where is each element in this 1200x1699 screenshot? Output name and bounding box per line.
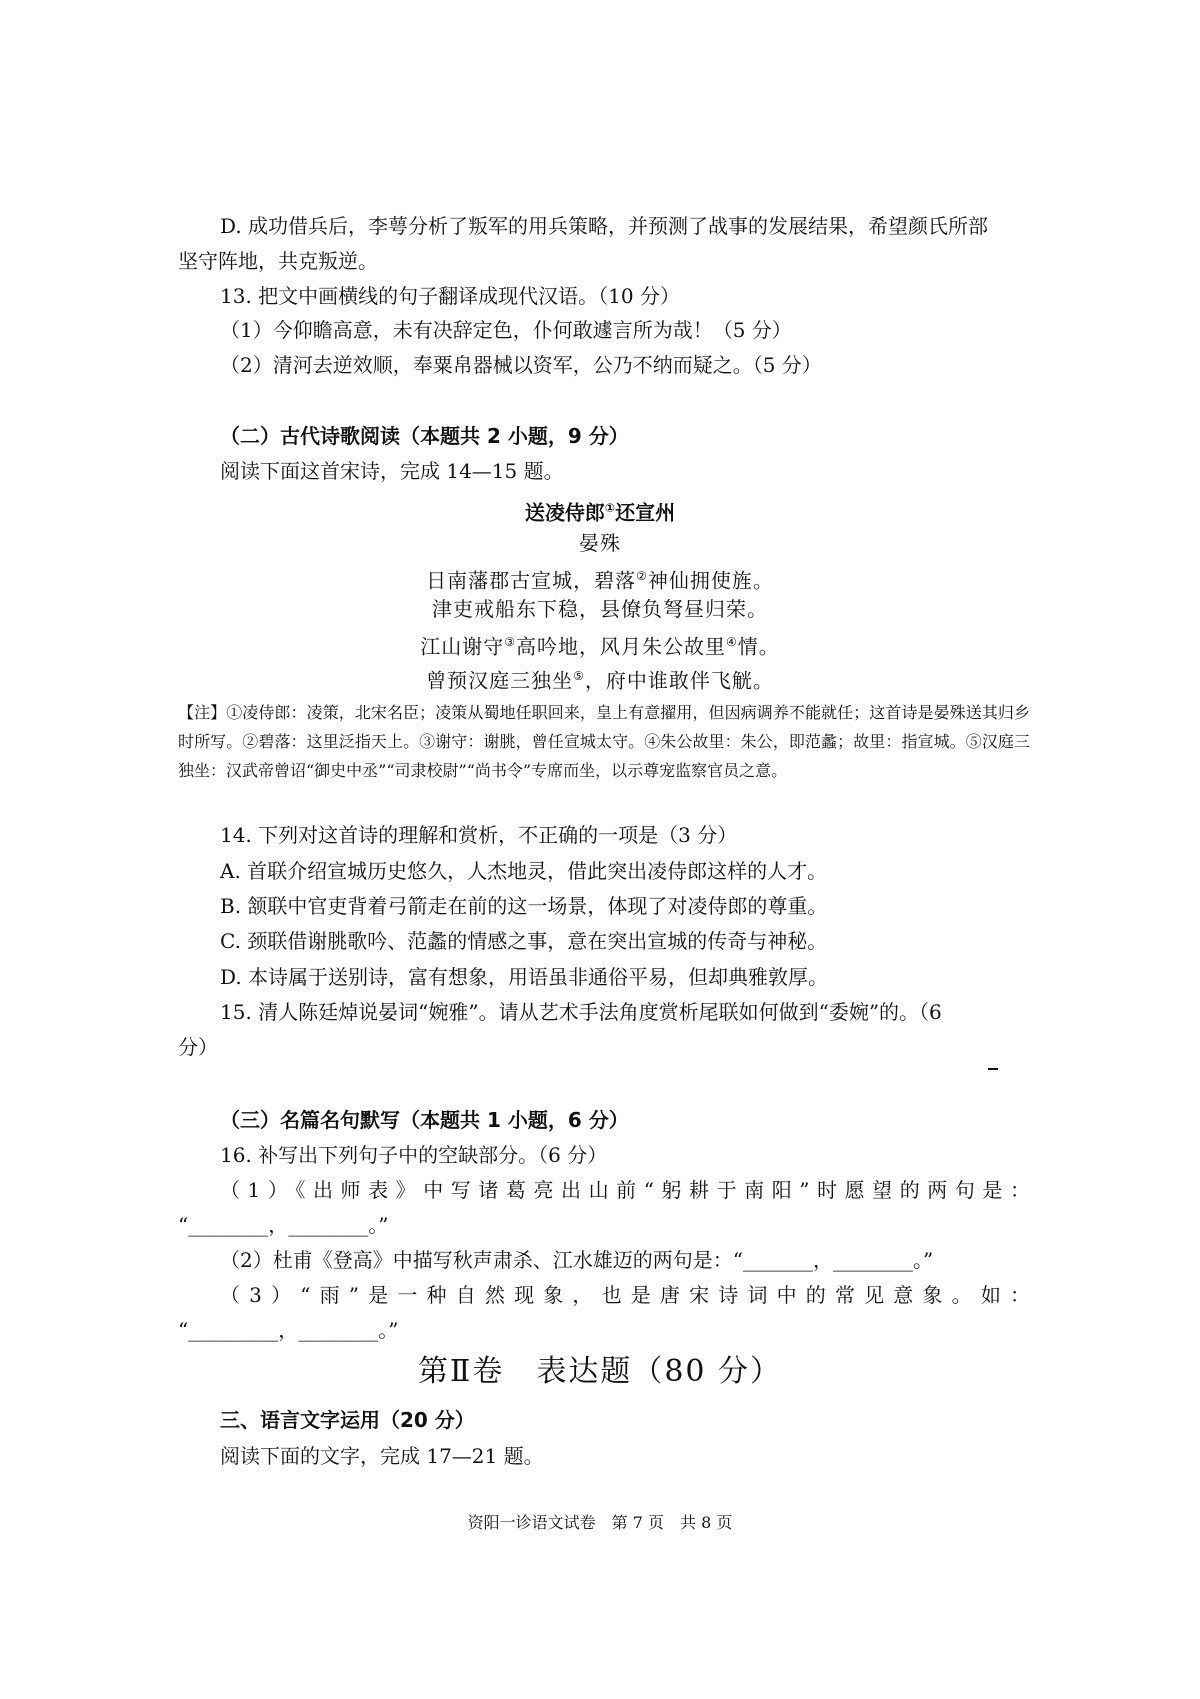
page-footer: 资阳一诊语文试卷 第 7 页 共 8 页 — [467, 1513, 733, 1532]
part3-intro: 阅读下面的文字，完成 17—21 题。 — [220, 1444, 544, 1468]
stray-dash-mark — [988, 1068, 998, 1070]
q14-option-a: A. 首联介绍宣城历史悠久，人杰地灵，借此突出凌侍郎这样的人才。 — [220, 859, 828, 883]
q13-item1: （1）今仰瞻高意，未有决辞定色，仆何敢遽言所为哉！（5 分） — [220, 318, 792, 342]
q12-option-d-line1: D. 成功借兵后，李萼分析了叛军的用兵策略，并预测了战事的发展结果，希望颜氏所部 — [220, 214, 989, 238]
q14-stem: 14. 下列对这首诗的理解和赏析，不正确的一项是（3 分） — [220, 823, 738, 847]
q15-line2: 分） — [178, 1035, 218, 1059]
q13-item2: （2）清河去逆效顺，奉粟帛器械以资军，公乃不纳而疑之。（5 分） — [220, 353, 822, 377]
poem-note: 【注】①凌侍郎：凌策，北宋名臣；凌策从蜀地任职回来，皇上有意擢用，但因病调养不能就任；这首诗是晏殊送其归乡时所写。②碧落：这里泛指天上。③谢守：谢朓，曾任宣城太守。④朱公故里：朱公，即范蠡；故里：指宣城。⑤汉庭三独坐：汉武帝曾诏“御史中丞”“司隶校尉”“尚书令”专席而坐，以示尊宠监察官员之意。 — [178, 703, 1030, 780]
section2-intro: 阅读下面这首宋诗，完成 14—15 题。 — [220, 459, 564, 483]
q16-item1-line2: “________，________。” — [178, 1213, 389, 1237]
section3-heading: （三）名篇名句默写（本题共 1 小题，6 分） — [220, 1108, 629, 1132]
poem-line4: 曾预汉庭三独坐⑤，府中谁敢伴飞觥。 — [426, 668, 774, 693]
q12-option-d-line2: 坚守阵地，共克叛逆。 — [178, 249, 378, 273]
q16-item2: （2）杜甫《登高》中描写秋声肃杀、江水雄迈的两句是：“_______，________。” — [220, 1248, 934, 1272]
q14-option-b: B. 颔联中官吏背着弓箭走在前的这一场景，体现了对凌侍郎的尊重。 — [220, 894, 828, 918]
q15-line1: 15. 清人陈廷焯说晏词“婉雅”。请从艺术手法角度赏析尾联如何做到“委婉”的。（6 — [220, 1000, 942, 1024]
poem-author: 晏殊 — [579, 531, 621, 555]
q14-option-c: C. 颈联借谢朓歌吟、范蠡的情感之事，意在突出宣城的传奇与神秘。 — [220, 929, 828, 953]
poem-line3: 江山谢守③高吟地，风月朱公故里④情。 — [420, 634, 780, 659]
poem-title: 送凌侍郎①还宣州 — [524, 500, 676, 525]
q13-stem: 13. 把文中画横线的句子翻译成现代汉语。（10 分） — [220, 284, 680, 308]
q16-item1-line1: （1）《出师表》中写诸葛亮出山前“躬耕于南阳”时愿望的两句是： — [220, 1178, 1030, 1202]
q16-stem: 16. 补写出下列句子中的空缺部分。（6 分） — [220, 1143, 608, 1167]
volume2-title: 第Ⅱ卷 表达题（80 分） — [417, 1354, 783, 1389]
q14-option-d: D. 本诗属于送别诗，富有想象，用语虽非通俗平易，但却典雅敦厚。 — [220, 965, 829, 989]
part3-heading: 三、语言文字运用（20 分） — [220, 1408, 475, 1432]
q16-item3-line2: “_________，________。” — [178, 1318, 399, 1342]
q16-item3-line1: （3）“雨”是一种自然现象，也是唐宋诗词中的常见意象。如： — [220, 1283, 1030, 1307]
section2-heading: （二）古代诗歌阅读（本题共 2 小题，9 分） — [220, 424, 629, 448]
poem-line2: 津吏戒船东下稳，县僚负弩昼归荣。 — [432, 597, 768, 621]
poem-line1: 日南藩郡古宣城，碧落②神仙拥使旌。 — [426, 568, 774, 593]
